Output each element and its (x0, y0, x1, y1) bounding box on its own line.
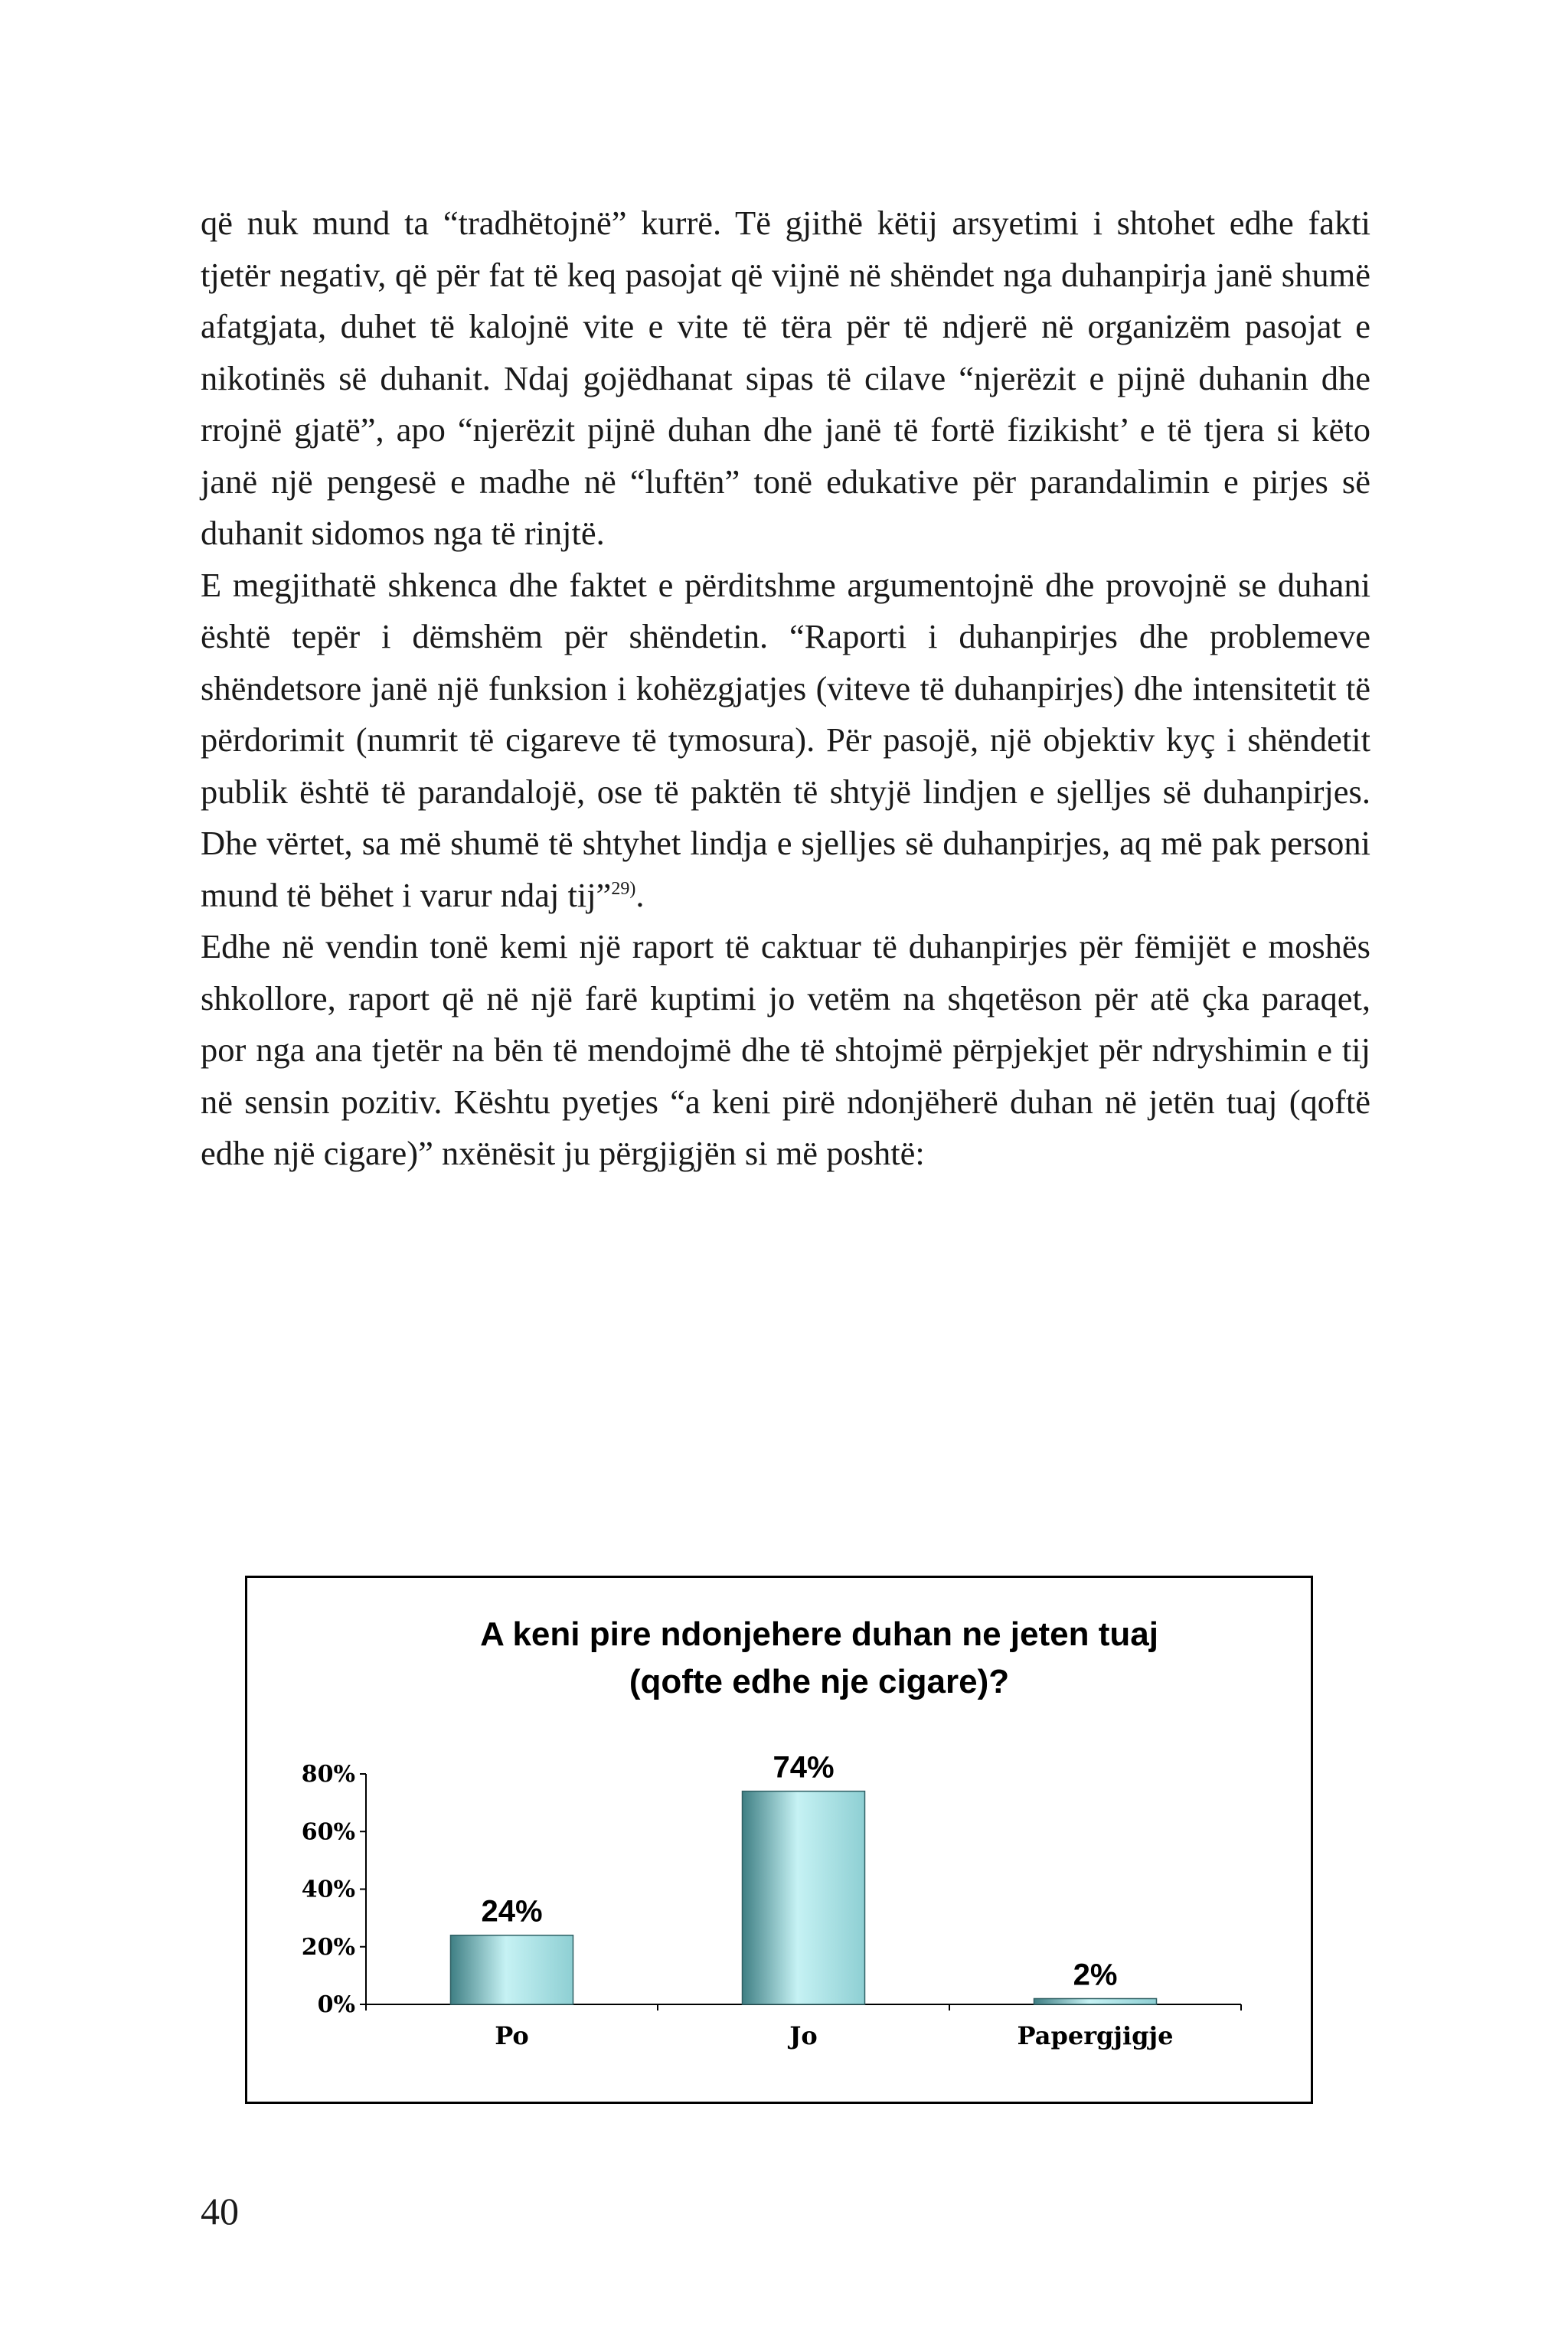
chart-title-line-2: (qofte edhe nje cigare)? (629, 1663, 1010, 1700)
category-label: Jo (789, 2021, 818, 2050)
bar-po (451, 1935, 573, 2004)
paragraph-2-end: . (635, 875, 645, 914)
data-label: 2% (1073, 1958, 1118, 1992)
chart-marks (302, 1751, 1241, 2050)
bar-jo (743, 1792, 865, 2004)
y-tick-label: 20% (301, 1933, 355, 1961)
footnote-reference: 29) (611, 878, 636, 899)
paragraph-2-text: E megjithatë shkenca dhe faktet e përditshme argumentojnë dhe provojnë se duhani është tepër i dëmshëm për shëndetin. “Raporti i duhanpirjes dhe problemeve shëndetsore janë një funksion i kohëzgjatjes (viteve të duhanpirjes) dhe intensitetit të përdorimit (numrit të cigareve të tymosura). Për pasojë, një objektiv kyç i shëndetit publik është të parandalojë, ose të paktën të shtyjë lindjen e sjelljes së duhanpirjes. Dhe vërtet, sa më shumë të shtyhet lindja e sjelljes së duhanpirjes, aq më pak personi mund të bëhet i varur ndaj tij” (201, 565, 1370, 914)
y-tick-label: 0% (317, 1991, 355, 2018)
y-tick-label: 40% (301, 1876, 355, 1903)
page-number: 40 (201, 2190, 239, 2233)
data-label: 74% (773, 1750, 835, 1785)
body-text (201, 198, 1370, 1180)
paragraph-3: Edhe në vendin tonë kemi një raport të caktuar të duhanpirjes për fëmijët e moshës shkollore, raport që në një farë kuptimi jo vetëm na shqetëson për atë çka paraqet, por nga ana tjetër na bën të mendojmë dhe të shtojmë përpjekjet për ndryshimin e tij në sensin pozitiv. Kështu pyetjes “a keni pirë ndonjëherë duhan në jetën tuaj (qoftë edhe një cigare)” nxënësit ju përgjigjën si më poshtë: (201, 927, 1370, 1172)
category-label: Papergjigje (1017, 2021, 1174, 2050)
bar-chart (245, 1576, 1313, 2104)
chart-canvas (247, 1578, 1311, 2102)
data-label: 24% (481, 1894, 543, 1929)
y-tick-label: 80% (301, 1761, 355, 1788)
chart-title-line-1: A keni pire ndonjehere duhan ne jeten tuaj (480, 1615, 1158, 1653)
y-tick-label: 60% (301, 1818, 355, 1846)
paragraph-1: që nuk mund ta “tradhëtojnë” kurrë. Të gjithë këtij arsyetimi i shtohet edhe fakti tjetër negativ, që për fat të keq pasojat që vijnë në shëndet nga duhanpirja janë shumë afatgjata, duhet të kalojnë vite e vite të tëra për të ndjerë në organizëm pasojat e nikotinës së duhanit. Ndaj gojëdhanat sipas të cilave “njerëzit e pijnë duhanin dhe rrojnë gjatë”, apo “njerëzit pijnë duhan dhe janë të fortë fizikisht’ e të tjera si këto janë një pengesë e madhe në “luftën” tonë edukative për parandalimin e pirjes së duhanit sidomos nga të rinjtë. (201, 204, 1370, 552)
paragraph-2 (201, 560, 1370, 922)
bar-papergjigje (1034, 1998, 1157, 2004)
category-label: Po (495, 2021, 529, 2050)
